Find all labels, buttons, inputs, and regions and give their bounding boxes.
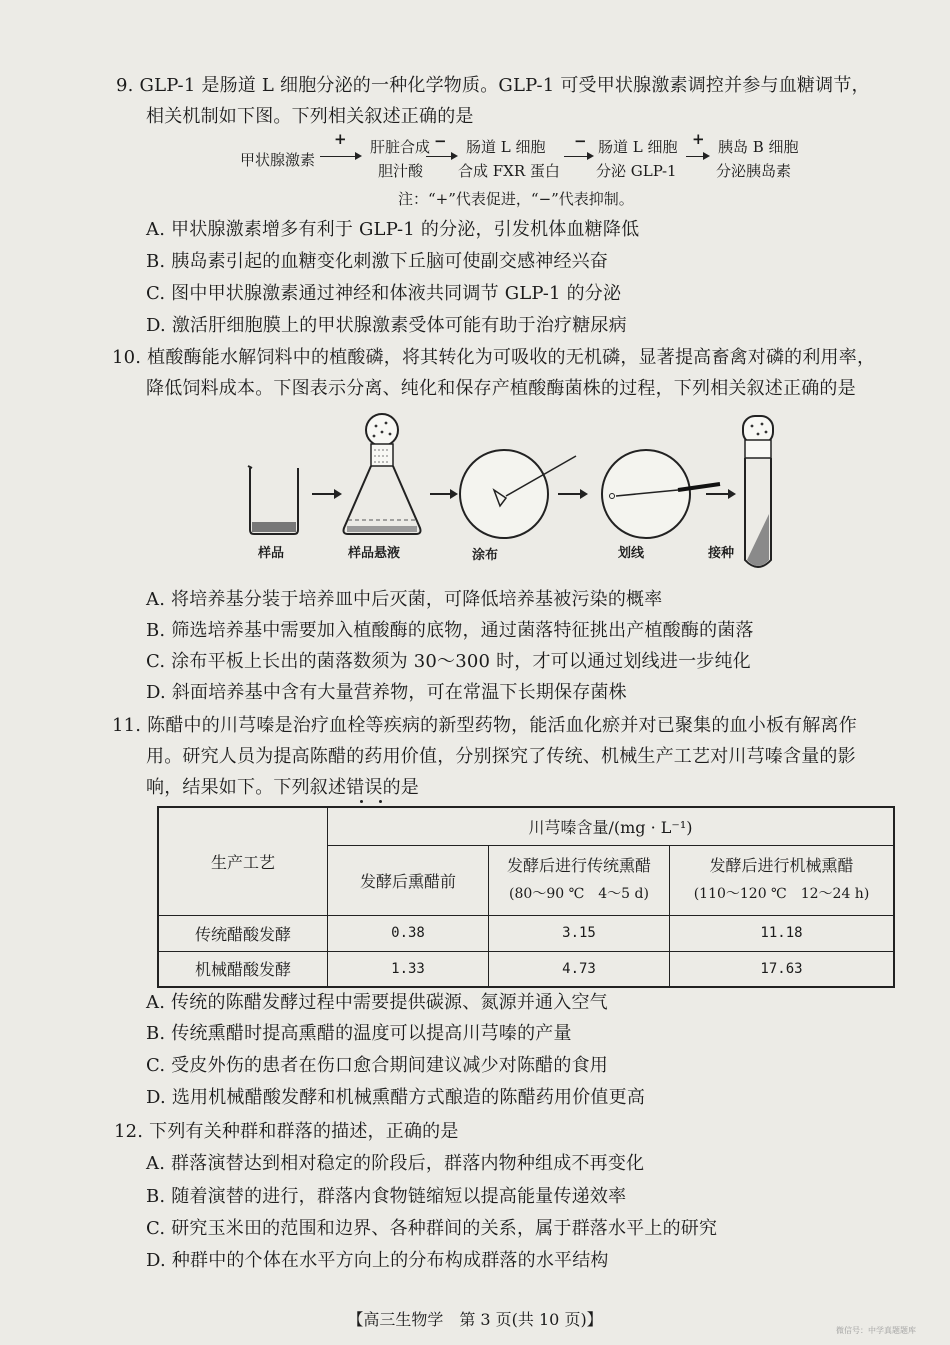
table-header-row <box>158 807 894 845</box>
header-mechanical-smoking <box>670 845 895 915</box>
diagram-node-beta-line2: 分泌胰岛素 <box>716 162 792 180</box>
q9-mechanism-diagram <box>240 132 820 188</box>
header-content: 川芎嗪含量/(mg · L⁻¹) <box>328 807 895 845</box>
diagram-node-lcell-line2: 合成 FXR 蛋白 <box>458 162 560 180</box>
diagram-sign-promote: + <box>334 130 347 148</box>
q12-option-b: B. 随着演替的进行，群落内食物链缩短以提高能量传递效率 <box>146 1186 627 1207</box>
q12-option-c: C. 研究玉米田的范围和边界、各种群间的关系，属于群落水平上的研究 <box>146 1218 718 1239</box>
caption-streak: 划线 <box>618 546 645 561</box>
q11-option-b: B. 传统熏醋时提高熏醋的温度可以提高川芎嗪的产量 <box>146 1023 572 1044</box>
row-label: 机械醋酸发酵 <box>158 951 328 987</box>
arrow-icon <box>430 489 458 499</box>
row-label: 传统醋酸发酵 <box>158 915 328 951</box>
q9-stem-line2: 相关机制如下图。下列相关叙述正确的是 <box>146 106 474 127</box>
q9-option-c: C. 图中甲状腺激素通过神经和体液共同调节 GLP-1 的分泌 <box>146 283 622 304</box>
cell-value: 4.73 <box>489 951 670 987</box>
page-footer: 【高三生物学 第 3 页(共 10 页)】 <box>347 1310 603 1329</box>
streak-plate-icon <box>602 450 720 538</box>
header-mechanical-title: 发酵后进行机械熏醋 <box>709 856 854 875</box>
table-row <box>158 915 894 951</box>
watermark: 微信号：中学真题题库 <box>836 1326 916 1335</box>
q12-stem: 12. 下列有关种群和群落的描述，正确的是 <box>114 1121 459 1142</box>
cell-value: 0.38 <box>328 915 489 951</box>
q11-results-table <box>157 806 895 988</box>
diagram-node-beta-line1: 胰岛 B 细胞 <box>718 138 799 156</box>
conical-flask-icon <box>344 414 421 534</box>
header-before-smoking: 发酵后熏醋前 <box>328 845 489 915</box>
q9-stem-line1: 9. GLP-1 是肠道 L 细胞分泌的一种化学物质。GLP-1 可受甲状腺激素调控并参与血糖调节， <box>116 75 870 96</box>
q11-option-a: A. 传统的陈醋发酵过程中需要提供碳源、氮源并通入空气 <box>146 992 608 1013</box>
q10-lab-process-figure <box>238 410 798 570</box>
arrow-icon <box>558 489 588 499</box>
diagram-arrow-4 <box>686 156 708 157</box>
diagram-sign-promote: + <box>692 130 705 148</box>
caption-inoculate: 接种 <box>708 546 735 561</box>
q11-stem-line3: 响，结果如下。下列叙述错误的是 <box>146 777 419 798</box>
arrow-icon <box>706 489 736 499</box>
arrow-icon <box>312 489 342 499</box>
emphasis-dot <box>360 800 363 803</box>
slant-tube-icon <box>743 416 773 567</box>
q9-option-d: D. 激活肝细胞膜上的甲状腺激素受体可能有助于治疗糖尿病 <box>146 315 627 336</box>
q10-option-b: B. 筛选培养基中需要加入植酸酶的底物，通过菌落特征挑出产植酸酶的菌落 <box>146 620 754 641</box>
diagram-node-lcell-line1: 肠道 L 细胞 <box>466 138 546 156</box>
header-process: 生产工艺 <box>158 807 328 915</box>
diagram-sign-inhibit: − <box>434 132 447 150</box>
diagram-node-thyroid-hormone: 甲状腺激素 <box>240 151 316 169</box>
q9-option-b: B. 胰岛素引起的血糖变化刺激下丘脑可使副交感神经兴奋 <box>146 251 609 272</box>
q12-option-a: A. 群落演替达到相对稳定的阶段后，群落内物种组成不再变化 <box>146 1153 645 1174</box>
header-traditional-title: 发酵后进行传统熏醋 <box>506 856 651 875</box>
header-traditional-smoking <box>489 845 670 915</box>
caption-sample: 样品 <box>258 546 285 561</box>
q9-option-a: A. 甲状腺激素增多有利于 GLP-1 的分泌，引发机体血糖降低 <box>146 219 640 240</box>
q10-stem-line1: 10. 植酸酶能水解饲料中的植酸磷，将其转化为可吸收的无机磷，显著提高畜禽对磷的利用率， <box>112 347 876 368</box>
diagram-node-liver-line2: 胆汁酸 <box>378 162 424 180</box>
cell-value: 11.18 <box>670 915 895 951</box>
q9-diagram-note: 注：“+”代表促进，“−”代表抑制。 <box>398 190 634 208</box>
diagram-node-liver-line1: 肝脏合成 <box>370 138 431 156</box>
header-traditional-condition: (80～90 ℃ 4～5 d) <box>509 886 649 902</box>
diagram-arrow-1 <box>320 156 360 157</box>
q10-stem-line2: 降低饲料成本。下图表示分离、纯化和保存产植酸酶菌株的过程，下列相关叙述正确的是 <box>146 378 856 399</box>
q11-option-c: C. 受皮外伤的患者在伤口愈合期间建议减少对陈醋的食用 <box>146 1055 608 1076</box>
diagram-node-glp1-line1: 肠道 L 细胞 <box>598 138 678 156</box>
q11-stem-line2: 用。研究人员为提高陈醋的药用价值，分别探究了传统、机械生产工艺对川芎嗪含量的影 <box>146 746 856 767</box>
q11-stem-line1: 11. 陈醋中的川芎嗪是治疗血栓等疾病的新型药物，能活血化瘀并对已聚集的血小板有解离作 <box>112 715 857 736</box>
diagram-sign-inhibit: − <box>574 132 587 150</box>
diagram-node-glp1-line2: 分泌 GLP-1 <box>596 162 677 180</box>
q10-option-a: A. 将培养基分装于培养皿中后灭菌，可降低培养基被污染的概率 <box>146 589 663 610</box>
cell-value: 1.33 <box>328 951 489 987</box>
diagram-arrow-2 <box>426 156 456 157</box>
cell-value: 17.63 <box>670 951 895 987</box>
table-row <box>158 951 894 987</box>
emphasis-dot <box>379 800 382 803</box>
beaker-icon <box>248 466 298 534</box>
cell-value: 3.15 <box>489 915 670 951</box>
header-mechanical-condition: (110～120 ℃ 12～24 h) <box>693 886 870 902</box>
q12-option-d: D. 种群中的个体在水平方向上的分布构成群落的水平结构 <box>146 1250 609 1271</box>
q10-option-c: C. 涂布平板上长出的菌落数须为 30～300 时，才可以通过划线进一步纯化 <box>146 651 751 672</box>
caption-suspension: 样品悬液 <box>348 546 401 561</box>
caption-spread: 涂布 <box>472 548 499 563</box>
q11-option-d: D. 选用机械醋酸发酵和机械熏醋方式酿造的陈醋药用价值更高 <box>146 1087 646 1108</box>
diagram-arrow-3 <box>564 156 592 157</box>
q10-option-d: D. 斜面培养基中含有大量营养物，可在常温下长期保存菌株 <box>146 682 627 703</box>
